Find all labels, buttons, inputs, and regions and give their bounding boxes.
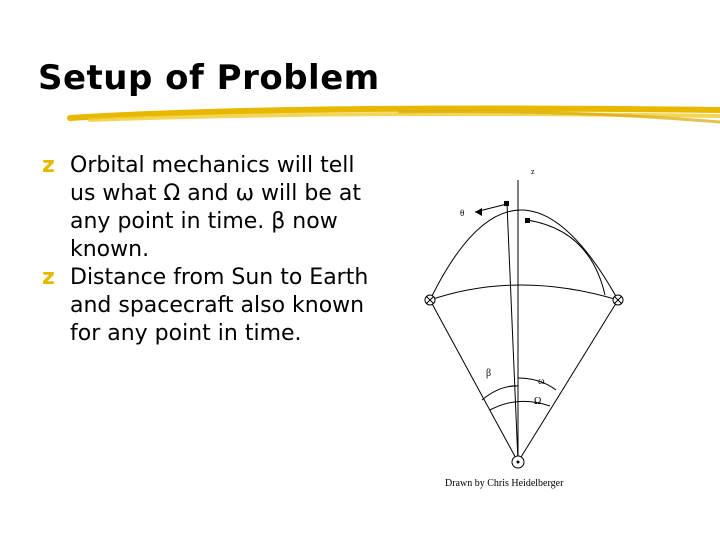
bullet-marker: z xyxy=(42,153,55,178)
omega-small-angle-arc xyxy=(518,378,556,390)
diagram-credit: Drawn by Chris Heidelberger xyxy=(445,478,564,489)
omega-small-label: ω xyxy=(538,376,545,387)
theta-line xyxy=(507,204,518,462)
equator-arc xyxy=(430,285,618,300)
bullet-list xyxy=(42,152,372,348)
beta-angle-arc xyxy=(482,386,518,400)
bullet-item xyxy=(42,152,372,264)
title-underline xyxy=(0,100,720,134)
bullet-text: Distance from Sun to Earth and spacecraft also known for any point in time. xyxy=(70,265,369,346)
sphere-arc xyxy=(430,210,618,300)
beta-label: β xyxy=(486,368,492,379)
bullet-marker: z xyxy=(42,265,55,290)
bullet-text: Orbital mechanics will tell us what Ω and ω will be at any point in time. β now known. xyxy=(70,153,361,262)
z-label: z xyxy=(531,167,535,176)
orbit-geometry-diagram xyxy=(420,160,640,480)
cone-line-right xyxy=(518,300,618,462)
theta-arrow-head xyxy=(475,208,482,216)
orbit-arc xyxy=(527,220,605,295)
cone-line-left xyxy=(430,300,518,462)
theta-label: θ xyxy=(460,208,465,218)
slide-title: Setup of Problem xyxy=(38,58,380,98)
near-pole-point xyxy=(525,218,530,223)
pole-point xyxy=(504,201,509,206)
bullet-item xyxy=(42,264,372,348)
origin-dot xyxy=(517,461,520,464)
omega-big-label: Ω xyxy=(534,396,542,407)
